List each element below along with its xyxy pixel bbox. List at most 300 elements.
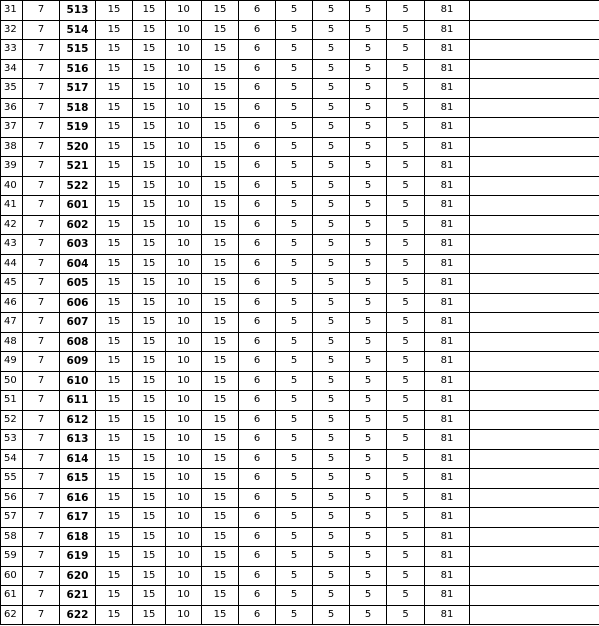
- score-cell: 10: [166, 508, 202, 528]
- score-cell: 5: [276, 566, 313, 586]
- grade-cell: 7: [23, 215, 60, 235]
- score-cell: 6: [239, 371, 276, 391]
- score-cell: 15: [96, 586, 133, 606]
- score-cell: 15: [96, 313, 133, 333]
- room-number-cell: 615: [60, 469, 96, 489]
- score-cell: 15: [133, 449, 166, 469]
- score-cell: 5: [387, 332, 425, 352]
- score-cell: 15: [133, 157, 166, 177]
- score-cell: 10: [166, 586, 202, 606]
- score-cell: 5: [387, 430, 425, 450]
- score-cell: 5: [350, 313, 387, 333]
- score-cell: 15: [202, 176, 239, 196]
- score-cell: 5: [387, 20, 425, 40]
- score-cell: 15: [96, 59, 133, 79]
- score-cell: 6: [239, 215, 276, 235]
- score-cell: 5: [387, 547, 425, 567]
- score-cell: 15: [133, 332, 166, 352]
- score-cell: 5: [350, 586, 387, 606]
- remarks-cell: [470, 1, 599, 21]
- score-cell: 15: [96, 40, 133, 60]
- total-cell: 81: [425, 527, 470, 547]
- score-cell: 15: [133, 40, 166, 60]
- total-cell: 81: [425, 274, 470, 294]
- room-number-cell: 610: [60, 371, 96, 391]
- row-index-cell: 62: [1, 605, 23, 625]
- remarks-cell: [470, 176, 599, 196]
- score-cell: 10: [166, 20, 202, 40]
- grade-cell: 7: [23, 449, 60, 469]
- score-cell: 5: [276, 430, 313, 450]
- score-cell: 15: [133, 469, 166, 489]
- score-cell: 15: [202, 566, 239, 586]
- score-cell: 5: [313, 254, 350, 274]
- score-cell: 5: [313, 586, 350, 606]
- grade-cell: 7: [23, 118, 60, 138]
- table-row: [1, 215, 599, 235]
- room-number-cell: 616: [60, 488, 96, 508]
- score-cell: 15: [96, 274, 133, 294]
- score-cell: 10: [166, 371, 202, 391]
- score-cell: 5: [276, 215, 313, 235]
- remarks-cell: [470, 254, 599, 274]
- grade-cell: 7: [23, 527, 60, 547]
- score-cell: 5: [313, 508, 350, 528]
- score-cell: 6: [239, 137, 276, 157]
- remarks-cell: [470, 605, 599, 625]
- score-cell: 5: [313, 332, 350, 352]
- score-cell: 5: [387, 527, 425, 547]
- table-row: [1, 391, 599, 411]
- score-cell: 10: [166, 449, 202, 469]
- row-index-cell: 56: [1, 488, 23, 508]
- room-number-cell: 516: [60, 59, 96, 79]
- row-index-cell: 47: [1, 313, 23, 333]
- row-index-cell: 46: [1, 293, 23, 313]
- score-cell: 15: [96, 118, 133, 138]
- row-index-cell: 31: [1, 1, 23, 21]
- score-cell: 6: [239, 79, 276, 99]
- score-cell: 5: [350, 469, 387, 489]
- score-cell: 5: [313, 469, 350, 489]
- total-cell: 81: [425, 137, 470, 157]
- score-cell: 15: [133, 176, 166, 196]
- score-cell: 15: [133, 527, 166, 547]
- remarks-cell: [470, 235, 599, 255]
- score-cell: 10: [166, 332, 202, 352]
- total-cell: 81: [425, 352, 470, 372]
- table-row: [1, 40, 599, 60]
- grade-cell: 7: [23, 352, 60, 372]
- room-number-cell: 601: [60, 196, 96, 216]
- score-cell: 15: [133, 59, 166, 79]
- total-cell: 81: [425, 410, 470, 430]
- score-cell: 6: [239, 332, 276, 352]
- table-row: [1, 352, 599, 372]
- score-cell: 5: [313, 118, 350, 138]
- score-cell: 5: [350, 137, 387, 157]
- score-cell: 5: [276, 157, 313, 177]
- room-number-cell: 617: [60, 508, 96, 528]
- row-index-cell: 60: [1, 566, 23, 586]
- score-cell: 6: [239, 566, 276, 586]
- score-cell: 15: [96, 235, 133, 255]
- score-cell: 10: [166, 196, 202, 216]
- remarks-cell: [470, 488, 599, 508]
- row-index-cell: 38: [1, 137, 23, 157]
- score-cell: 5: [387, 137, 425, 157]
- score-cell: 5: [313, 605, 350, 625]
- total-cell: 81: [425, 157, 470, 177]
- score-cell: 5: [350, 176, 387, 196]
- score-cell: 15: [202, 449, 239, 469]
- remarks-cell: [470, 527, 599, 547]
- score-cell: 5: [313, 449, 350, 469]
- room-number-cell: 613: [60, 430, 96, 450]
- score-cell: 15: [133, 254, 166, 274]
- score-cell: 5: [276, 1, 313, 21]
- room-number-cell: 621: [60, 586, 96, 606]
- total-cell: 81: [425, 449, 470, 469]
- table-row: [1, 176, 599, 196]
- table-row: [1, 469, 599, 489]
- score-cell: 5: [350, 566, 387, 586]
- row-index-cell: 42: [1, 215, 23, 235]
- grade-cell: 7: [23, 566, 60, 586]
- score-cell: 15: [202, 586, 239, 606]
- room-number-cell: 602: [60, 215, 96, 235]
- table-row: [1, 1, 599, 21]
- score-cell: 10: [166, 59, 202, 79]
- remarks-cell: [470, 391, 599, 411]
- table-row: [1, 137, 599, 157]
- score-cell: 15: [96, 332, 133, 352]
- table-row: [1, 254, 599, 274]
- score-cell: 5: [387, 98, 425, 118]
- score-cell: 5: [350, 332, 387, 352]
- room-number-cell: 513: [60, 1, 96, 21]
- score-cell: 15: [96, 391, 133, 411]
- score-cell: 15: [133, 391, 166, 411]
- score-cell: 5: [276, 352, 313, 372]
- score-cell: 5: [276, 508, 313, 528]
- score-cell: 6: [239, 196, 276, 216]
- score-cell: 6: [239, 118, 276, 138]
- row-index-cell: 49: [1, 352, 23, 372]
- remarks-cell: [470, 410, 599, 430]
- score-cell: 5: [276, 605, 313, 625]
- grade-cell: 7: [23, 547, 60, 567]
- score-cell: 15: [202, 98, 239, 118]
- table-row: [1, 586, 599, 606]
- room-number-cell: 614: [60, 449, 96, 469]
- score-cell: 15: [202, 274, 239, 294]
- score-cell: 5: [313, 527, 350, 547]
- table-row: [1, 235, 599, 255]
- total-cell: 81: [425, 254, 470, 274]
- score-cell: 6: [239, 508, 276, 528]
- total-cell: 81: [425, 40, 470, 60]
- table-row: [1, 79, 599, 99]
- score-cell: 15: [133, 215, 166, 235]
- score-cell: 10: [166, 527, 202, 547]
- grade-cell: 7: [23, 176, 60, 196]
- score-cell: 5: [313, 98, 350, 118]
- grade-cell: 7: [23, 605, 60, 625]
- score-cell: 15: [133, 274, 166, 294]
- total-cell: 81: [425, 59, 470, 79]
- score-cell: 5: [276, 20, 313, 40]
- score-cell: 15: [202, 235, 239, 255]
- room-number-cell: 612: [60, 410, 96, 430]
- score-cell: 15: [133, 79, 166, 99]
- grade-cell: 7: [23, 508, 60, 528]
- total-cell: 81: [425, 488, 470, 508]
- score-cell: 15: [133, 118, 166, 138]
- room-number-cell: 606: [60, 293, 96, 313]
- score-cell: 10: [166, 293, 202, 313]
- score-cell: 15: [96, 410, 133, 430]
- score-cell: 5: [313, 20, 350, 40]
- score-cell: 5: [387, 566, 425, 586]
- score-cell: 15: [133, 508, 166, 528]
- score-cell: 5: [350, 547, 387, 567]
- remarks-cell: [470, 352, 599, 372]
- score-cell: 15: [133, 98, 166, 118]
- score-cell: 5: [350, 118, 387, 138]
- remarks-cell: [470, 137, 599, 157]
- score-cell: 5: [313, 79, 350, 99]
- remarks-cell: [470, 449, 599, 469]
- score-cell: 5: [276, 40, 313, 60]
- score-cell: 10: [166, 215, 202, 235]
- room-number-cell: 619: [60, 547, 96, 567]
- table-row: [1, 449, 599, 469]
- row-index-cell: 48: [1, 332, 23, 352]
- table-row: [1, 371, 599, 391]
- score-cell: 6: [239, 235, 276, 255]
- table-row: [1, 566, 599, 586]
- score-cell: 5: [350, 215, 387, 235]
- score-cell: 15: [96, 508, 133, 528]
- grade-cell: 7: [23, 410, 60, 430]
- remarks-cell: [470, 508, 599, 528]
- score-cell: 5: [276, 59, 313, 79]
- score-cell: 5: [350, 449, 387, 469]
- score-cell: 5: [387, 118, 425, 138]
- score-cell: 5: [350, 1, 387, 21]
- room-number-cell: 519: [60, 118, 96, 138]
- score-cell: 15: [96, 488, 133, 508]
- remarks-cell: [470, 118, 599, 138]
- table-row: [1, 196, 599, 216]
- row-index-cell: 59: [1, 547, 23, 567]
- score-cell: 15: [96, 371, 133, 391]
- score-cell: 5: [313, 547, 350, 567]
- row-index-cell: 58: [1, 527, 23, 547]
- score-cell: 5: [276, 449, 313, 469]
- room-number-cell: 622: [60, 605, 96, 625]
- score-cell: 6: [239, 352, 276, 372]
- score-cell: 5: [387, 410, 425, 430]
- score-cell: 5: [387, 79, 425, 99]
- score-cell: 5: [387, 1, 425, 21]
- score-cell: 15: [133, 137, 166, 157]
- remarks-cell: [470, 157, 599, 177]
- score-cell: 5: [276, 547, 313, 567]
- table-row: [1, 508, 599, 528]
- grade-cell: 7: [23, 59, 60, 79]
- table-row: [1, 527, 599, 547]
- total-cell: 81: [425, 430, 470, 450]
- score-cell: 5: [313, 430, 350, 450]
- total-cell: 81: [425, 469, 470, 489]
- score-cell: 15: [133, 605, 166, 625]
- score-cell: 15: [133, 566, 166, 586]
- score-cell: 5: [276, 274, 313, 294]
- score-cell: 5: [313, 176, 350, 196]
- room-number-cell: 517: [60, 79, 96, 99]
- score-cell: 5: [276, 586, 313, 606]
- score-cell: 5: [350, 157, 387, 177]
- score-cell: 15: [202, 157, 239, 177]
- grade-cell: 7: [23, 157, 60, 177]
- score-cell: 15: [96, 1, 133, 21]
- remarks-cell: [470, 566, 599, 586]
- table-row: [1, 313, 599, 333]
- score-cell: 15: [202, 59, 239, 79]
- score-cell: 5: [350, 98, 387, 118]
- score-cell: 15: [96, 547, 133, 567]
- grade-cell: 7: [23, 1, 60, 21]
- score-cell: 5: [387, 586, 425, 606]
- grade-cell: 7: [23, 40, 60, 60]
- score-cell: 6: [239, 176, 276, 196]
- score-cell: 10: [166, 566, 202, 586]
- row-index-cell: 35: [1, 79, 23, 99]
- row-index-cell: 43: [1, 235, 23, 255]
- score-cell: 5: [313, 313, 350, 333]
- score-cell: 5: [350, 508, 387, 528]
- score-cell: 5: [350, 20, 387, 40]
- score-cell: 6: [239, 391, 276, 411]
- total-cell: 81: [425, 293, 470, 313]
- score-cell: 6: [239, 1, 276, 21]
- row-index-cell: 45: [1, 274, 23, 294]
- score-cell: 15: [96, 196, 133, 216]
- score-cell: 15: [202, 469, 239, 489]
- score-cell: 5: [276, 196, 313, 216]
- score-cell: 15: [133, 410, 166, 430]
- room-number-cell: 520: [60, 137, 96, 157]
- score-cell: 15: [96, 449, 133, 469]
- score-cell: 5: [350, 430, 387, 450]
- score-cell: 5: [313, 274, 350, 294]
- room-number-cell: 608: [60, 332, 96, 352]
- score-cell: 15: [202, 547, 239, 567]
- room-number-cell: 604: [60, 254, 96, 274]
- score-cell: 5: [276, 118, 313, 138]
- score-cell: 15: [96, 352, 133, 372]
- score-cell: 5: [313, 488, 350, 508]
- total-cell: 81: [425, 176, 470, 196]
- total-cell: 81: [425, 391, 470, 411]
- score-cell: 6: [239, 449, 276, 469]
- score-cell: 5: [387, 391, 425, 411]
- score-cell: 15: [202, 527, 239, 547]
- score-cell: 15: [202, 40, 239, 60]
- remarks-cell: [470, 274, 599, 294]
- score-cell: 15: [202, 391, 239, 411]
- grade-cell: 7: [23, 469, 60, 489]
- table-row: [1, 332, 599, 352]
- score-cell: 5: [313, 293, 350, 313]
- score-cell: 6: [239, 98, 276, 118]
- score-cell: 10: [166, 235, 202, 255]
- score-cell: 5: [276, 176, 313, 196]
- score-cell: 10: [166, 410, 202, 430]
- room-number-cell: 620: [60, 566, 96, 586]
- remarks-cell: [470, 313, 599, 333]
- room-number-cell: 611: [60, 391, 96, 411]
- remarks-cell: [470, 293, 599, 313]
- table-row: [1, 98, 599, 118]
- score-cell: 5: [387, 59, 425, 79]
- score-cell: 15: [96, 527, 133, 547]
- score-cell: 5: [350, 196, 387, 216]
- score-cell: 6: [239, 313, 276, 333]
- score-cell: 6: [239, 469, 276, 489]
- grade-cell: 7: [23, 430, 60, 450]
- row-index-cell: 57: [1, 508, 23, 528]
- score-cell: 5: [387, 274, 425, 294]
- score-cell: 15: [202, 352, 239, 372]
- score-cell: 5: [276, 410, 313, 430]
- room-number-cell: 609: [60, 352, 96, 372]
- score-cell: 6: [239, 59, 276, 79]
- score-cell: 15: [202, 254, 239, 274]
- score-cell: 5: [350, 605, 387, 625]
- remarks-cell: [470, 196, 599, 216]
- table-row: [1, 59, 599, 79]
- row-index-cell: 61: [1, 586, 23, 606]
- table-row: [1, 547, 599, 567]
- score-cell: 15: [96, 566, 133, 586]
- score-cell: 15: [133, 20, 166, 40]
- score-cell: 10: [166, 391, 202, 411]
- room-number-cell: 514: [60, 20, 96, 40]
- score-cell: 15: [202, 430, 239, 450]
- score-cell: 15: [202, 508, 239, 528]
- row-index-cell: 32: [1, 20, 23, 40]
- score-cell: 5: [313, 157, 350, 177]
- score-cell: 5: [387, 40, 425, 60]
- row-index-cell: 52: [1, 410, 23, 430]
- score-cell: 5: [350, 79, 387, 99]
- grade-cell: 7: [23, 586, 60, 606]
- score-cell: 15: [202, 196, 239, 216]
- score-cell: 15: [133, 196, 166, 216]
- score-cell: 15: [96, 20, 133, 40]
- total-cell: 81: [425, 332, 470, 352]
- score-cell: 5: [276, 488, 313, 508]
- score-cell: 5: [387, 313, 425, 333]
- score-cell: 6: [239, 547, 276, 567]
- score-cell: 10: [166, 118, 202, 138]
- remarks-cell: [470, 430, 599, 450]
- total-cell: 81: [425, 118, 470, 138]
- score-cell: 5: [276, 79, 313, 99]
